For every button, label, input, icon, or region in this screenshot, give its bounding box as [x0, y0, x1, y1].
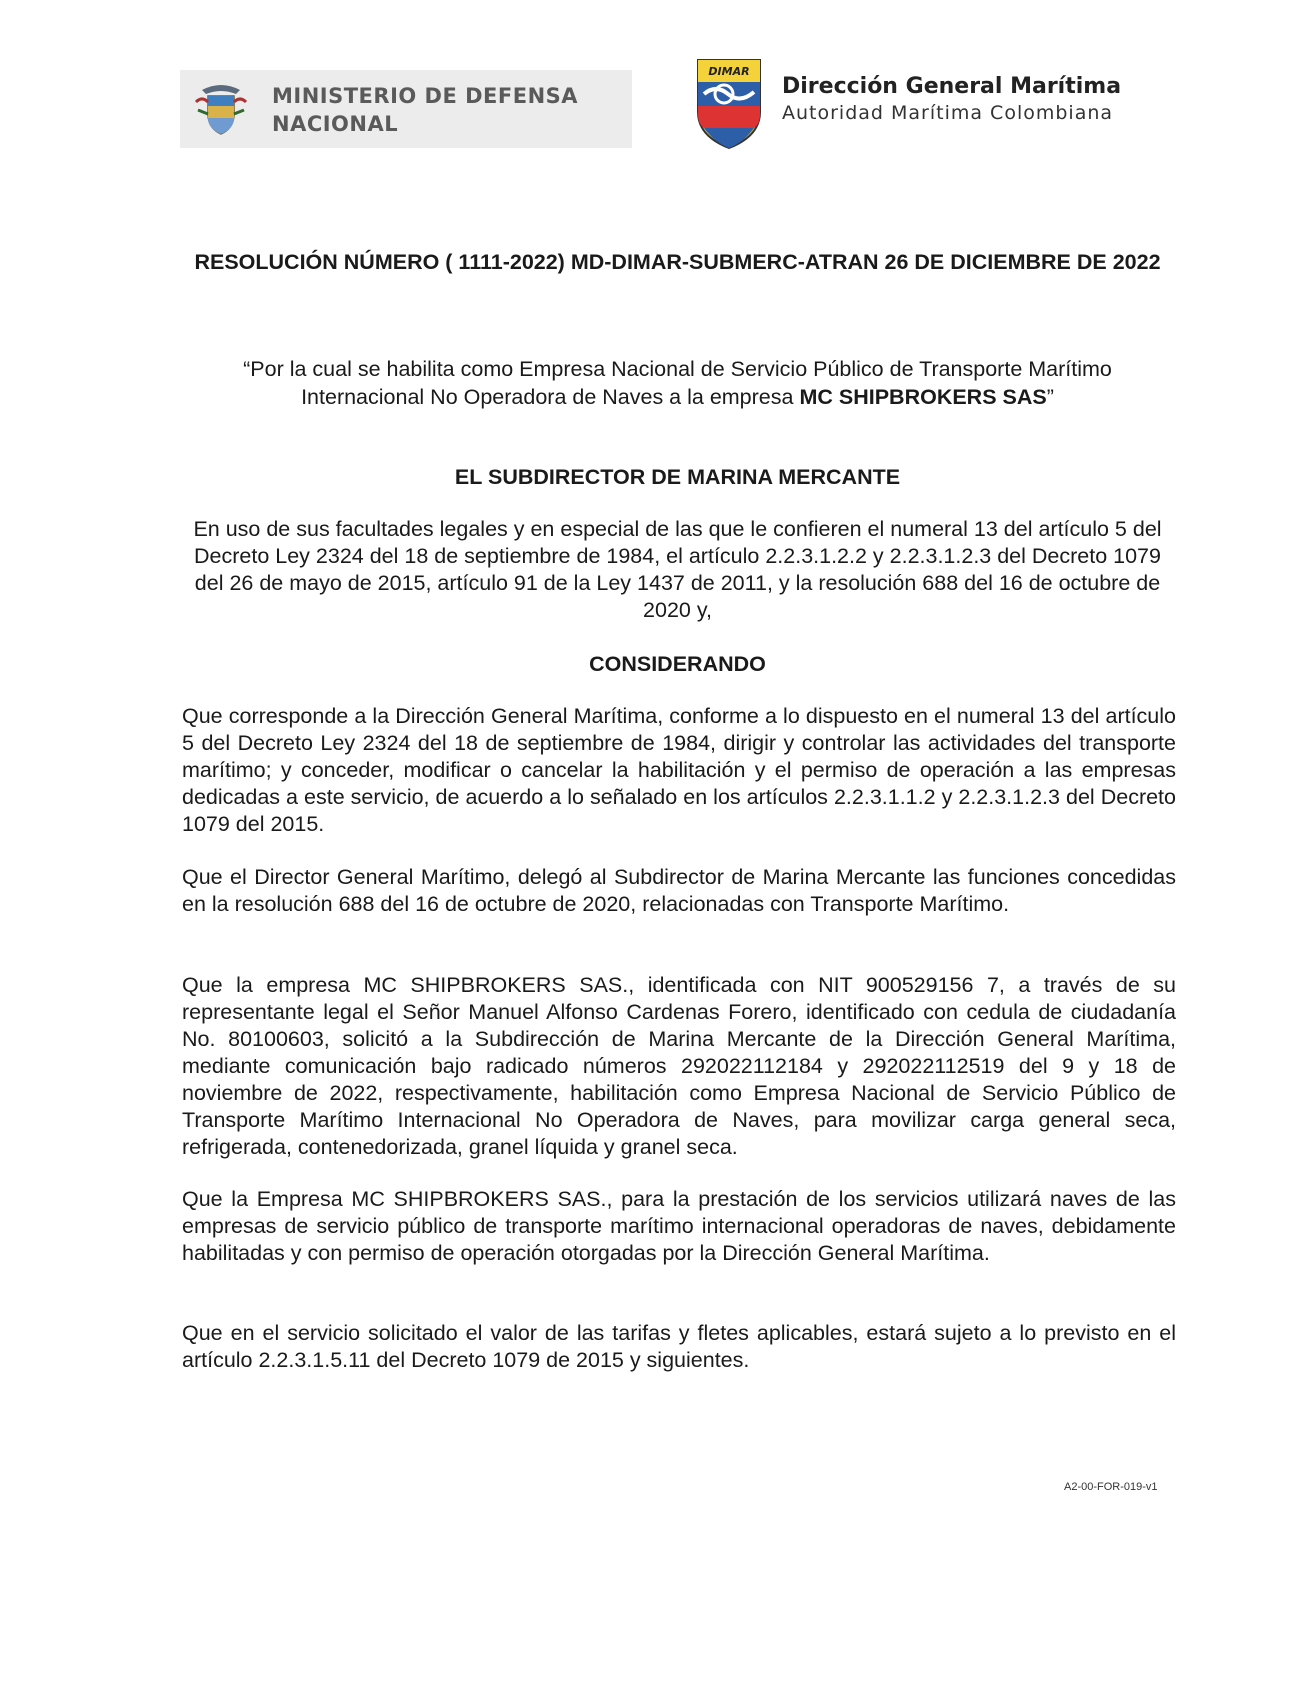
- subtitle-text: “Por la cual se habilita como Empresa Nacional de Servicio Público de Transporte Marítimo Internacional No Operadora de Naves a la empresa: [243, 357, 1112, 409]
- considering-heading: CONSIDERANDO: [589, 652, 766, 676]
- dimar-subtitle: Autoridad Marítima Colombiana: [782, 102, 1114, 124]
- dimar-title: Dirección General Marítima: [782, 74, 1122, 99]
- powers-paragraph: En uso de sus facultades legales y en especial de las que le confieren el numeral 13 del artículo 5 del Decreto Ley 2324 del 18 de septiembre de 1984, el artículo 2.2.3.1.2.2 y 2.2.3.1.2.3 del Decreto 1079 del 26 de mayo de 2015, artículo 91 de la Ley 1437 de 2011, y la resolución 688 del 16 de octubre de 2020 y,: [193, 517, 1162, 622]
- resolution-subtitle: [180, 355, 1175, 411]
- consideration-paragraph: Que corresponde a la Dirección General Marítima, conforme a lo dispuesto en el numeral 13 del artículo 5 del Decreto Ley 2324 del 18 de septiembre de 1984, dirigir y controlar las actividades del transporte marítimo; y conceder, modificar o cancelar la habilitación y el permiso de operación a las empresas dedicadas a este servicio, de acuerdo a lo señalado en los artículos 2.2.3.1.1.2 y 2.2.3.1.2.3 del Decreto 1079 del 2015.: [182, 704, 1176, 836]
- consideration-paragraph: Que la Empresa MC SHIPBROKERS SAS., para la prestación de los servicios utilizará naves de las empresas de servicio público de transporte marítimo internacional operadoras de naves, debidamente habilitadas y con permiso de operación otorgadas por la Dirección General Marítima.: [182, 1187, 1176, 1265]
- subtitle-closing-quote: ”: [1046, 385, 1054, 409]
- colombia-coat-of-arms-icon: [192, 80, 250, 138]
- dimar-emblem-text: DIMAR: [708, 65, 750, 78]
- authority-heading: EL SUBDIRECTOR DE MARINA MERCANTE: [454, 465, 901, 489]
- ministry-name-line1: MINISTERIO DE DEFENSA: [272, 84, 579, 108]
- subtitle-company: MC SHIPBROKERS SAS: [799, 385, 1047, 409]
- consideration-paragraph: Que el Director General Marítimo, delegó al Subdirector de Marina Mercante las funciones concedidas en la resolución 688 del 16 de octubre de 2020, relacionadas con Transporte Marítimo.: [182, 865, 1176, 916]
- ministry-name-line2: NACIONAL: [272, 112, 399, 136]
- ministry-logo: [180, 70, 632, 148]
- dimar-logo: [694, 54, 1174, 150]
- consideration-paragraph: Que la empresa MC SHIPBROKERS SAS., identificada con NIT 900529156 7, a través de su representante legal el Señor Manuel Alfonso Cardenas Forero, identificado con cedula de ciudadanía No. 80100603, solicitó a la Subdirección de Marina Mercante de la Dirección General Marítima, mediante comunicación bajo radicado números 292022112184 y 292022112519 del 9 y 18 de noviembre de 2022, respectivamente, habilitación como Empresa Nacional de Servicio Público de Transporte Marítimo Internacional No Operadora de Naves, para movilizar carga general seca, refrigerada, contenedorizada, granel líquida y granel seca.: [182, 973, 1176, 1159]
- resolution-title: RESOLUCIÓN NÚMERO ( 1111-2022) MD-DIMAR-SUBMERC-ATRAN 26 DE DICIEMBRE DE 2022: [194, 250, 1161, 274]
- form-code: A2-00-FOR-019-v1: [1064, 1481, 1158, 1493]
- dimar-emblem-icon: [694, 54, 764, 150]
- consideration-paragraph: Que en el servicio solicitado el valor de las tarifas y fletes aplicables, estará sujeto a lo previsto en el artículo 2.2.3.1.5.11 del Decreto 1079 de 2015 y siguientes.: [182, 1321, 1176, 1372]
